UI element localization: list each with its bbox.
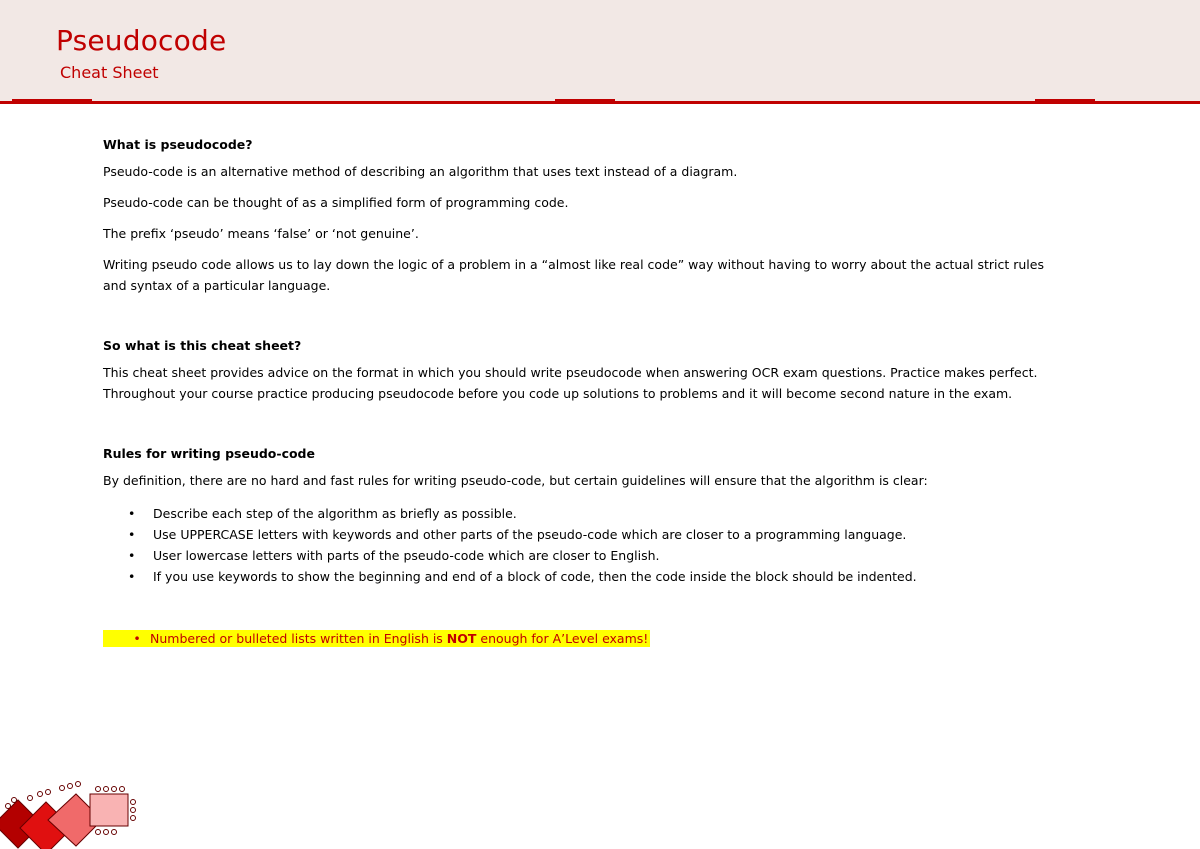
page-title: Pseudocode [56,24,227,57]
bullet-icon: • [128,548,136,563]
bullet-icon: • [128,506,136,521]
paragraph: Pseudo-code can be thought of as a simplified form of programming code. [103,195,569,210]
paragraph: The prefix ‘pseudo’ means ‘false’ or ‘not genuine’. [103,226,419,241]
circuit-chips-logo [0,772,150,849]
header-divider-accent [555,99,615,102]
section-rules [103,445,1063,649]
section-what-is-pseudocode [103,136,1063,296]
header-divider-accent [12,99,92,102]
rules-list [103,503,1063,587]
page-subtitle: Cheat Sheet [60,63,159,82]
paragraph: This cheat sheet provides advice on the format in which you should write pseudocode when answering OCR exam questions. Practice makes perfect. Throughout your course practice producing pseudocode before you code up solutions to problems and it will become second nature in the exam. [103,365,1038,401]
header-divider-accent [1035,99,1095,102]
paragraph: Pseudo-code is an alternative method of describing an algorithm that uses text instead of a diagram. [103,164,738,179]
warning-highlight: • Numbered or bulleted lists written in English is NOT enough for A’Level exams! [103,630,650,647]
document-body [103,136,1063,649]
bullet-icon: • [133,631,141,646]
list-item: • If you use keywords to show the beginning and end of a block of code, then the code inside the block should be indented. [103,566,1063,587]
paragraph: Writing pseudo code allows us to lay down the logic of a problem in a “almost like real code” way without having to worry about the actual strict rules and syntax of a particular language. [103,257,1044,293]
section-heading: Rules for writing pseudo-code [103,446,315,461]
list-item: • Describe each step of the algorithm as briefly as possible. [103,503,1063,524]
bullet-icon: • [128,527,136,542]
header-band [0,0,1200,101]
chip-icon [0,782,136,849]
list-item: • Use UPPERCASE letters with keywords and other parts of the pseudo-code which are closer to a programming language. [103,524,1063,545]
list-item: • User lowercase letters with parts of the pseudo-code which are closer to English. [103,545,1063,566]
warning-note [103,628,1063,649]
warning-emphasis: NOT [446,631,477,646]
paragraph: By definition, there are no hard and fast rules for writing pseudo-code, but certain guidelines will ensure that the algorithm is clear: [103,473,928,488]
section-heading: What is pseudocode? [103,137,253,152]
section-cheat-sheet [103,337,1063,404]
bullet-icon: • [128,569,136,584]
section-heading: So what is this cheat sheet? [103,338,302,353]
